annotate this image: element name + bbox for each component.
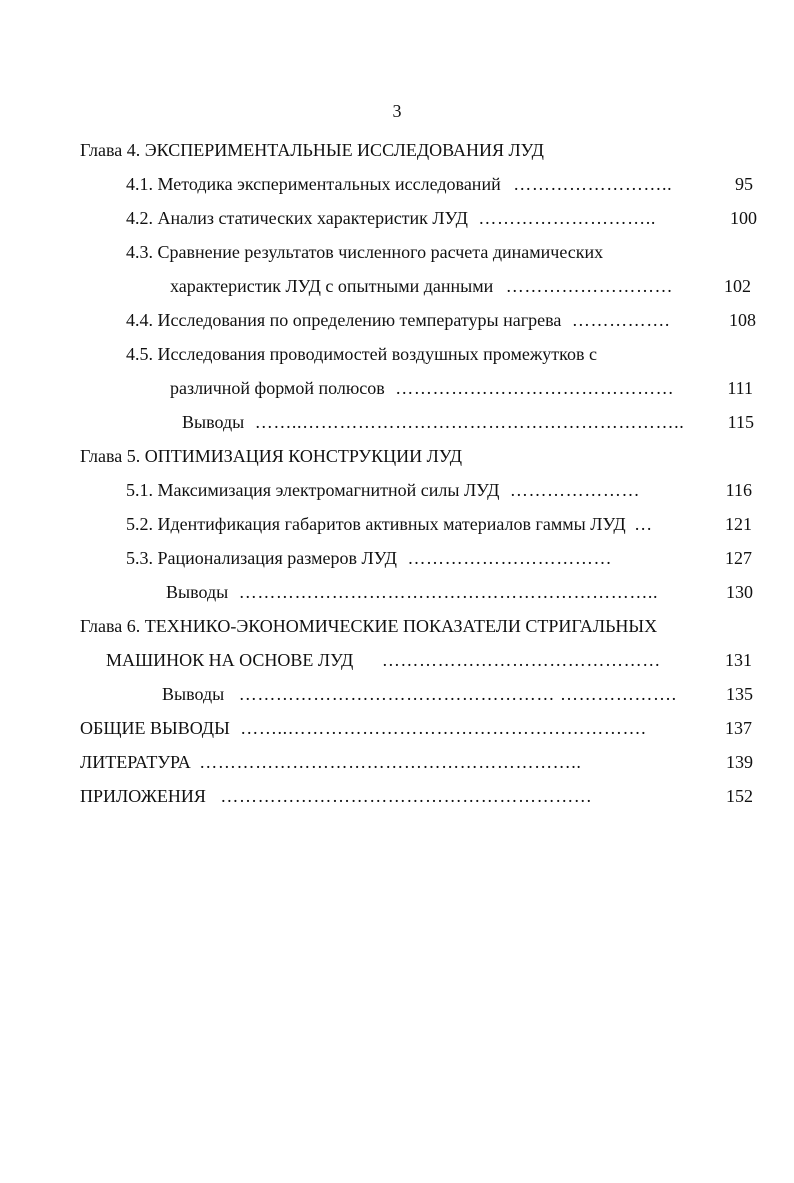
leader-dots: ………………………………………………………….. [238,582,659,602]
toc-entry-text: Выводы [162,684,225,704]
toc-entry-general-conclusions [80,717,646,739]
toc-entry-text: характеристик ЛУД с опытными данными [170,276,494,296]
toc-page-4-3: 102 [724,276,751,296]
toc-page-ch4-conclusions: 115 [727,412,754,432]
toc-entry-text: 5.2. Идентификация габаритов активных материалов гаммы ЛУД [126,514,626,534]
leader-dots: …………………………………………………… [220,786,593,806]
toc-entry-5-2 [126,513,653,535]
toc-page-ch6: 131 [725,650,752,670]
toc-entry-text: 4.1. Методика экспериментальных исследований [126,174,501,194]
toc-page-5-2: 121 [725,514,752,534]
toc-entry-text: 5.1. Максимизация электромагнитной силы ЛУД [126,480,500,500]
toc-entry-literature [80,751,581,773]
toc-page-5-1: 116 [725,480,752,500]
toc-page-literature: 139 [726,752,753,772]
toc-entry-4-3-line1: 4.3. Сравнение результатов численного расчета динамических [126,242,604,262]
toc-page-5-3: 127 [725,548,752,568]
toc-page-ch5-conclusions: 130 [726,582,753,602]
toc-entry-text: Выводы [166,582,229,602]
leader-dots: ……………………………………… [381,650,661,670]
toc-entry-ch5-conclusions [166,581,658,603]
chapter-5-title: Глава 5. ОПТИМИЗАЦИЯ КОНСТРУКЦИИ ЛУД [80,446,463,466]
toc-entry-4-2 [126,207,656,229]
toc-entry-5-3 [126,547,612,569]
toc-entry-ch4-conclusions [182,411,684,433]
leader-dots: ……………. [571,310,670,330]
toc-entry-text: ОБЩИЕ ВЫВОДЫ [80,718,230,738]
toc-entry-text: ЛИТЕРАТУРА [80,752,191,772]
toc-entry-text: 4.2. Анализ статических характеристик ЛУД [126,208,468,228]
leader-dots: …………………….. [513,174,673,194]
chapter-6-title-line1: Глава 6. ТЕХНИКО-ЭКОНОМИЧЕСКИЕ ПОКАЗАТЕЛИ СТРИГАЛЬНЫХ [80,616,658,636]
toc-page-4-4: 108 [729,310,756,330]
leader-dots: ……………………… [505,276,674,296]
toc-page-general-conclusions: 137 [725,718,752,738]
leader-dots: ……..…………………………………………………….. [254,412,685,432]
toc-entry-text: различной формой полюсов [170,378,385,398]
leader-dots: …………………………… [407,548,613,568]
leader-dots: ………………… [509,480,641,500]
toc-entry-4-5-line1: 4.5. Исследования проводимостей воздушных промежутков с [126,344,597,364]
toc-entry-appendices [80,785,592,807]
toc-entry-text: 5.3. Рационализация размеров ЛУД [126,548,397,568]
toc-entry-text: Выводы [182,412,245,432]
toc-page-ch6-conclusions: 135 [726,684,753,704]
toc-entry-ch6-conclusions [162,683,677,705]
leader-dots: … [634,514,653,534]
chapter-6-title-line2 [106,649,661,671]
toc-page-4-5: 111 [727,378,753,398]
page-number: 3 [392,101,402,121]
toc-entry-4-5-line2 [170,377,674,399]
toc-entry-4-1 [126,173,672,195]
leader-dots: ……………………….. [478,208,656,228]
leader-dots: …………………………………………………….. [199,752,582,772]
toc-page-4-1: 95 [735,174,753,194]
toc-entry-4-3-line2 [170,275,673,297]
leader-dots: ……..…………………………………………………. [240,718,647,738]
leader-dots: …………………………………………… ………………. [238,684,677,704]
toc-entry-5-1 [126,479,640,501]
chapter-4-title: Глава 4. ЭКСПЕРИМЕНТАЛЬНЫЕ ИССЛЕДОВАНИЯ ЛУД [80,140,544,160]
toc-page-4-2: 100 [730,208,757,228]
toc-entry-text: 4.4. Исследования по определению температуры нагрева [126,310,562,330]
toc-entry-text: ПРИЛОЖЕНИЯ [80,786,206,806]
toc-page-appendices: 152 [726,786,753,806]
toc-entry-text: МАШИНОК НА ОСНОВЕ ЛУД [106,650,354,670]
toc-entry-4-4 [126,309,670,331]
leader-dots: ……………………………………… [395,378,675,398]
